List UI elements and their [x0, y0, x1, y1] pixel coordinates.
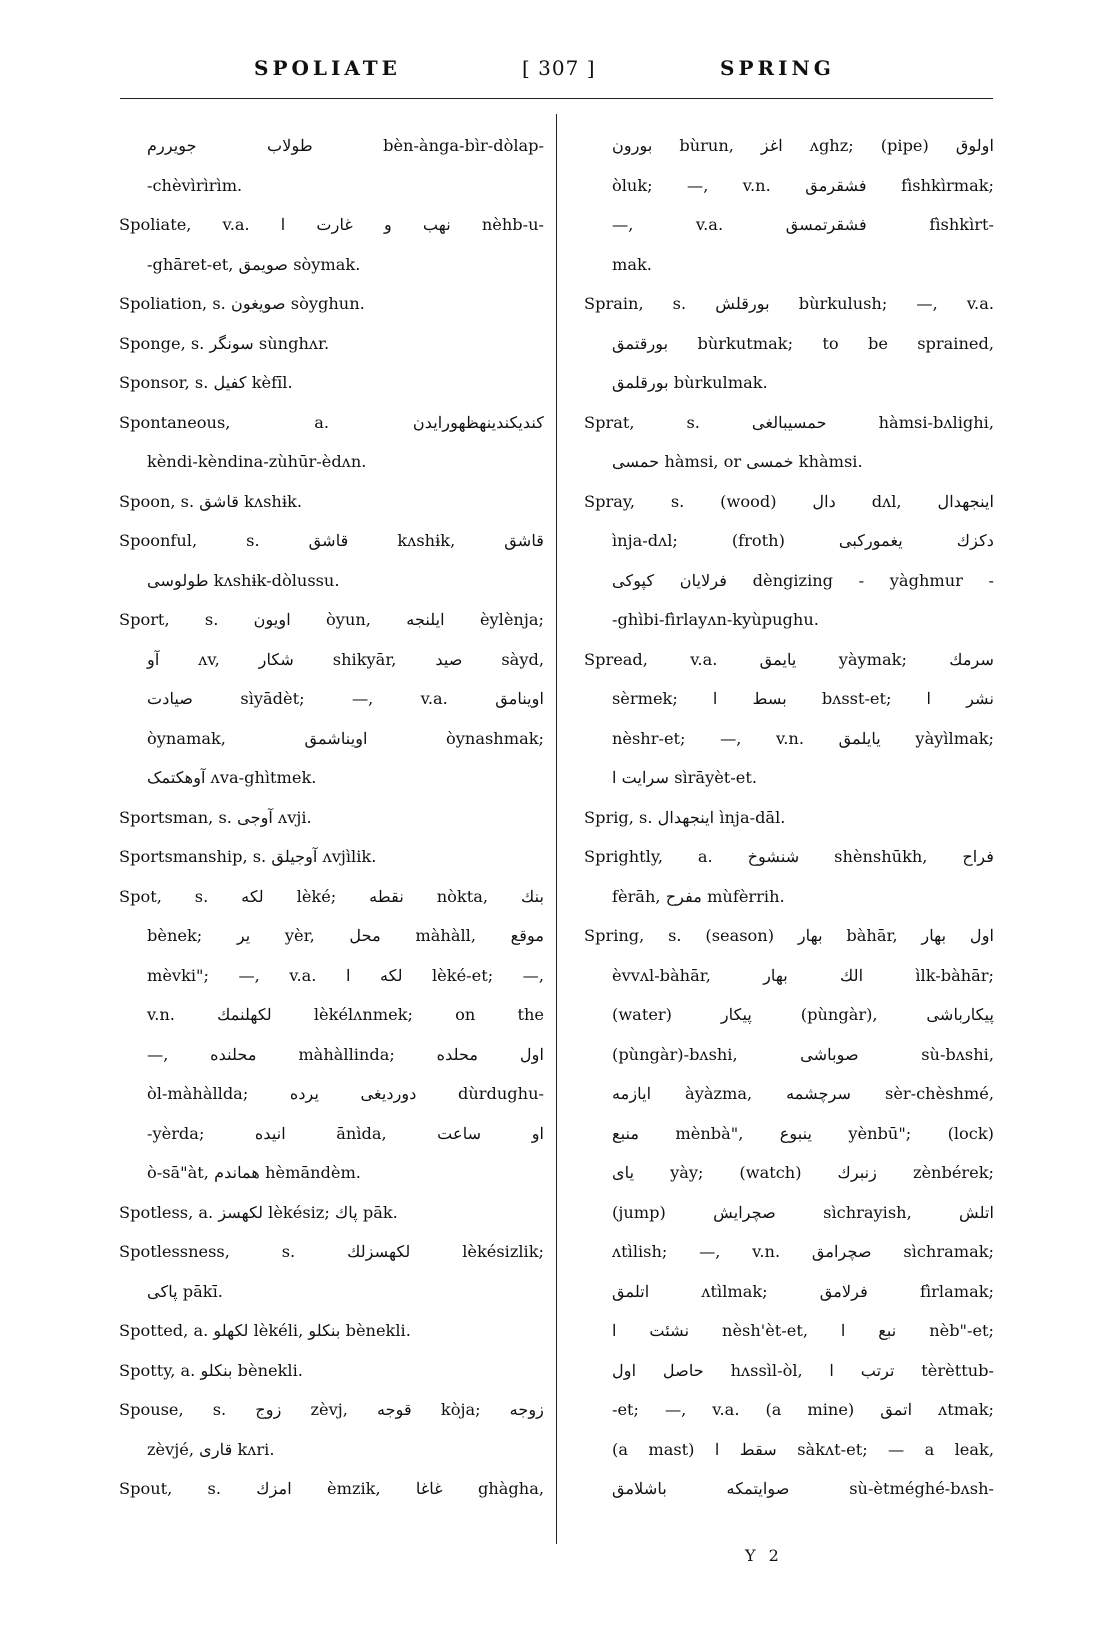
- entry-line: سرایت ا sìrāyèt-et.: [612, 768, 757, 787]
- entry-line: Sprig, s. اینجهدال ìnja-dāl.: [584, 807, 786, 827]
- entry-line: ایازمه àyàzma, سرچشمه sèr-chèshmé,: [612, 1084, 994, 1103]
- entry-line: òluk; —, v.n. فشقرمق fìshkìrmak;: [612, 175, 994, 195]
- entry-line: sèrmek; بسط ا bʌsst-et; نشر ا: [612, 689, 994, 708]
- entry-line: منبع mènbà", ینبوع yènbū"; (lock): [612, 1123, 994, 1143]
- right-column: [584, 126, 994, 1509]
- entry-line: حاصل اول hʌssìl-òl, ترتب ا tèrèttub-: [612, 1360, 994, 1380]
- entry-line: طولوسی kʌshɨk-dòlussu.: [147, 570, 340, 590]
- header-rule: [120, 98, 993, 99]
- entry-line: ʌtìlish; —, v.n. صچرامق sìchramak;: [612, 1242, 994, 1261]
- entry-line: اتلمق ʌtìlmak; فرلامق fìrlamak;: [612, 1281, 994, 1301]
- entry-line: èvvʌl-bàhār, الك بهار ìlk-bàhār;: [612, 965, 994, 985]
- entry-line: Sponsor, s. کفیل kèfīl.: [119, 373, 293, 392]
- entry-line: -ghìbi-fìrlayʌn-kyùpughu.: [612, 610, 819, 629]
- entry-line: بورقلمق bùrkulmak.: [612, 373, 768, 392]
- entry-line: Spotty, a. بنکلو bènekli.: [119, 1360, 303, 1380]
- entry-line: Sportsman, s. آوجی ʌvji.: [119, 807, 312, 827]
- entry-line: Spot, s. لکه lèké; نقطه nòkta, بنك: [119, 886, 544, 906]
- entry-line: نشئت ا nèsh'èt-et, نبع ا nèb"-et;: [612, 1321, 994, 1340]
- entry-line: Spontaneous, a. کندیکندینهظهورایدن: [119, 412, 544, 432]
- entry-line: Sprightly, a. شنشوخ shènshūkh, فراح: [584, 847, 994, 866]
- entry-line: Spotted, a. لکهلو lèkéli, بنکلو bènekli.: [119, 1321, 411, 1340]
- entry-line: بورون bùrun, اغز ʌghz; (pipe) اولوق: [612, 136, 994, 155]
- entry-line: (pùngàr)-bʌshi, صوباشی sù-bʌshi,: [612, 1044, 994, 1064]
- entry-line: kèndi-kèndina-zùhūr-èdʌn.: [147, 452, 367, 471]
- entry-line: Spout, s. امزك èmzik, غاغا ghàgha,: [119, 1479, 544, 1498]
- entry-line: Spoonful, s. قاشق kʌshɨk, قاشق: [119, 531, 544, 550]
- entry-line: Spread, v.a. یایمق yàymak; سرمك: [584, 649, 994, 669]
- entry-line: آو ʌv, شکار shikyār, صید sàyd,: [147, 649, 544, 669]
- entry-line: -yèrda; انیده ānìda, او ساعت: [147, 1123, 544, 1143]
- entry-line: Sponge, s. سونگر sùnghʌr.: [119, 333, 330, 353]
- entry-line: òl-màhàllda; دوردیغی یرده dùrdughu-: [147, 1084, 544, 1103]
- header-left-word: SPOLIATE: [254, 56, 401, 80]
- entry-line: پاکی pākī.: [147, 1281, 223, 1301]
- entry-line: صوایتمکه باشلامق sù-ètméghé-bʌsh-: [612, 1479, 994, 1498]
- entry-line: بورقتمق bùrkutmak; to be sprained,: [612, 333, 994, 353]
- entry-line: Sprat, s. حمسیبالغی hàmsi-bʌlighi,: [584, 412, 994, 432]
- left-column: [119, 126, 544, 1509]
- entry-line: ò-sā"àt, هماندم hèmāndèm.: [147, 1163, 361, 1182]
- entry-line: Spoliation, s. صویغون sòyghun.: [119, 294, 365, 313]
- entry-line: یای yày; (watch) زنبرك zènbérek;: [612, 1163, 994, 1182]
- entry-line: —, v.a. فشقرتمسق fìshkìrt-: [612, 215, 994, 234]
- entry-line: Spring, s. (season) بهار bàhār, اول بهار: [584, 926, 994, 945]
- entry-line: bènek; یر yèr, محل màhàll, موقع: [147, 926, 544, 945]
- entry-line: Sportsmanship, s. آوجیلق ʌvjìlik.: [119, 847, 377, 866]
- entry-line: (a mast) سقط ا sàkʌt-et; — a leak,: [612, 1439, 994, 1459]
- entry-line: آوهکتمک ʌva-ghìtmek.: [147, 768, 317, 787]
- entry-line: طولاب جویررم bèn-ànga-bìr-dòlap-: [147, 136, 544, 155]
- page-number: [ 307 ]: [522, 56, 596, 80]
- entry-line: (water) پیکار (pùngàr), پیکارباشی: [612, 1005, 994, 1024]
- entry-line: Sport, s. اویون òyun, ایلنجه èylènja;: [119, 610, 544, 629]
- entry-line: صیادت sìyādèt; —, v.a. اوینامق: [147, 689, 544, 708]
- entry-line: فرلایان کپوکی dèngizing - yàghmur -: [612, 570, 994, 590]
- entry-line: fèrāh, مفرح mùfèrrih.: [612, 886, 785, 906]
- entry-line: mak.: [612, 254, 652, 274]
- entry-line: v.n. لکهلنمك lèkélʌnmek; on the: [147, 1005, 544, 1024]
- entry-line: mèvki"; —, v.a. لکه ا lèké-et; —,: [147, 965, 544, 985]
- signature-mark: Y 2: [745, 1546, 783, 1565]
- entry-line: Spoliate, v.a. نهب و غارت ا nèhb-u-: [119, 215, 544, 234]
- entry-line: zèvjé, قاری kʌri.: [147, 1439, 275, 1459]
- entry-line: Spray, s. (wood) دال dʌl, اینجهدال: [584, 491, 994, 511]
- entry-line: Sprain, s. بورقلش bùrkulush; —, v.a.: [584, 294, 994, 313]
- entry-line: -et; —, v.a. (a mine) اتمق ʌtmak;: [612, 1400, 994, 1419]
- entry-line: ìnja-dʌl; (froth) دکزك یغمورکبی: [612, 531, 994, 550]
- entry-line: nèshr-et; —, v.n. یایلمق yàyìlmak;: [612, 728, 994, 748]
- entry-line: Spotlessness, s. لکهسزلك lèkésizlik;: [119, 1242, 544, 1261]
- entry-line: —, محلنده màhàllinda; اول محلده: [147, 1044, 544, 1064]
- entry-line: (jump) صچرایش sìchrayish, اتلش: [612, 1202, 994, 1222]
- entry-line: òynamak, اویناشمق òynashmak;: [147, 728, 544, 748]
- entry-line: -chèvìrìrìm.: [147, 175, 243, 195]
- entry-line: Spoon, s. قاشق kʌshɨk.: [119, 491, 302, 511]
- column-divider: [556, 114, 557, 1544]
- entry-line: حمسی hàmsi, or خمسی khàmsi.: [612, 452, 863, 471]
- running-head: [0, 56, 1113, 86]
- entry-line: Spouse, s. زوج zèvj, قوجه kòja; زوجه: [119, 1400, 544, 1419]
- entry-line: Spotless, a. لکهسز lèkésiz; پاك pāk.: [119, 1202, 398, 1222]
- header-right-word: SPRING: [720, 56, 835, 80]
- entry-line: -ghāret-et, صویمق sòymak.: [147, 254, 361, 274]
